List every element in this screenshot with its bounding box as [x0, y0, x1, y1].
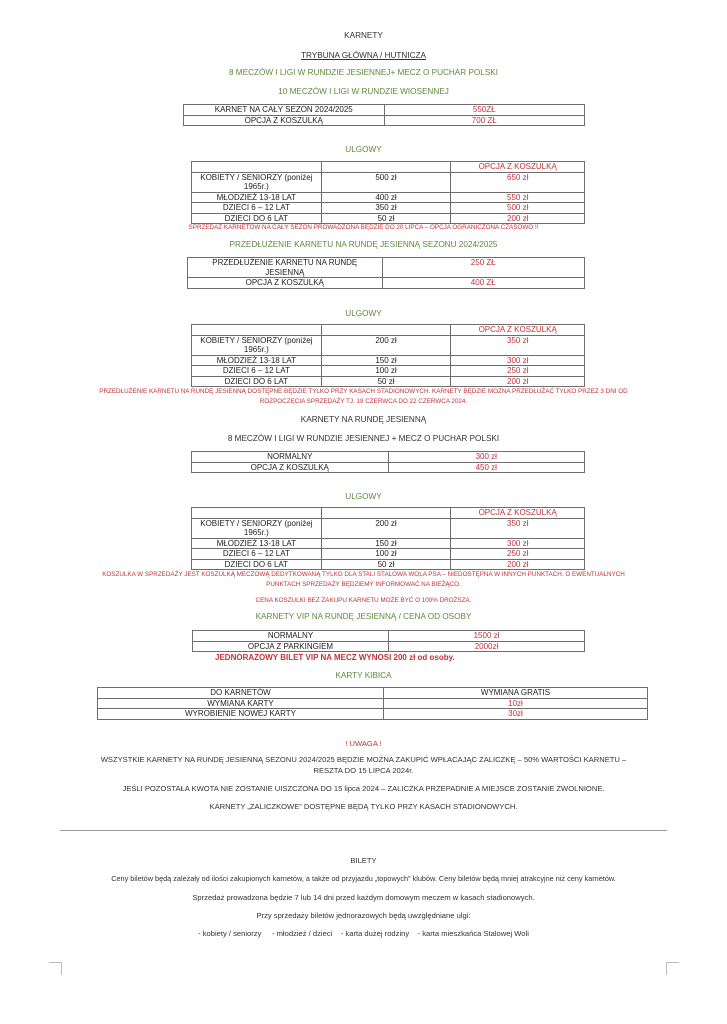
row-price: 50 zł: [321, 559, 451, 570]
table-row: [192, 452, 585, 463]
season-pass-table: [183, 104, 585, 126]
row-label: NORMALNY: [192, 452, 389, 463]
row-price: 30zł: [384, 709, 648, 720]
row-price: 50 zł: [321, 376, 451, 387]
row-label: OPCJA Z KOSZULKĄ: [188, 278, 383, 289]
row-label: NORMALNY: [193, 631, 389, 642]
row-shirt-price: 200 zł: [451, 376, 585, 387]
row-price: 400 zł: [321, 192, 451, 203]
column-header-shirt: OPCJA Z KOSZULKĄ: [451, 508, 585, 519]
extension-note-line1: PRZEDŁUŻENIE KARNETU NA RUNDĘ JESIENNĄ DOSTĘPNE BĘDZIE TYLKO PRZY KASACH STADIONOWYCH. KARNETY BĘDZIE MOŻNA PRZEDŁUŻAĆ TYLKO PRZEZ 3 DNI OD: [99, 388, 628, 395]
row-price: 300 zł: [388, 452, 585, 463]
row-shirt-price: 200 zł: [451, 213, 585, 224]
table-row: [192, 538, 585, 549]
warning-title: ! UWAGA !: [345, 739, 382, 748]
shirt-note-line2: PUNKTACH SPRZEDAŻY BĘDZIEMY INFORMOWAĆ NA BIEŻĄCO.: [266, 581, 461, 588]
table-header-row: [192, 325, 585, 336]
table-row: [192, 376, 585, 387]
row-price: 450 zł: [388, 462, 585, 473]
row-label: KARNET NA CAŁY SEZON 2024/2025: [184, 105, 385, 116]
row-price: 50 zł: [321, 213, 451, 224]
table-row: [192, 462, 585, 473]
row-price: 200 zł: [321, 335, 451, 355]
tickets-discounts: [0, 929, 727, 938]
tickets-line2: Sprzedaż prowadzona będzie 7 lub 14 dni przed każdym domowym meczem w kasach stadionowych.: [192, 893, 535, 902]
section-heading-reduced: ULGOWY: [345, 492, 382, 501]
vip-single-ticket-note: JEDNORAZOWY BILET VIP NA MECZ WYNOSI 200 zł od osoby.: [215, 653, 455, 662]
discount-item: - młodzież / dzieci: [271, 929, 333, 938]
row-price: 2000zł: [389, 641, 585, 652]
table-row: [98, 698, 648, 709]
discount-item: - karta mieszkańca Stalowej Woli: [417, 929, 529, 938]
row-shirt-price: 650 zł: [451, 172, 585, 192]
tickets-line1: Ceny biletów będą zależały od ilości zakupionych karnetów, a także od przyjazdu „topowych” klubów. Ceny biletów będą mniej atrakcyjne niż ceny karnetów.: [111, 874, 616, 883]
table-row: [192, 335, 585, 355]
vip-pass-table: [192, 630, 585, 652]
section-heading-extension: PRZEDŁUŻENIE KARNETU NA RUNDĘ JESIENNĄ SEZONU 2024/2025: [229, 240, 498, 249]
row-price: 200 zł: [321, 518, 451, 538]
table-row: [188, 278, 585, 289]
extension-table: [187, 257, 585, 289]
warning-line2: RESZTA DO 15 LIPCA 2024r.: [313, 766, 414, 775]
table-header-row: [192, 162, 585, 173]
row-price: 350 zł: [321, 203, 451, 214]
table-row: [192, 559, 585, 570]
section-heading-reduced: ULGOWY: [345, 309, 382, 318]
row-price: 550ZŁ: [384, 105, 585, 116]
fan-cards-table: [97, 687, 648, 720]
shirt-price-note: CENA KOSZULKI BEZ ZAKUPU KARNETU MOŻE BYĆ O 100% DROŻSZA.: [255, 597, 472, 604]
row-label: DZIECI DO 6 LAT: [192, 376, 322, 387]
row-label: WYROBIENIE NOWEJ KARTY: [98, 709, 384, 720]
discount-item: - karta dużej rodziny: [340, 929, 410, 938]
warning-line1: WSZYSTKIE KARNETY NA RUNDĘ JESIENNĄ SEZONU 2024/2025 BĘDZIE MOŻNA ZAKUPIĆ WPŁACAJĄC ZALICZKĘ – 50% WARTOŚCI KARNETU –: [100, 755, 627, 764]
section-heading-autumn: KARNETY NA RUNDĘ JESIENNĄ: [300, 415, 427, 424]
page-title: KARNETY: [344, 31, 383, 40]
row-label: MŁODZIEŻ 13-18 LAT: [192, 538, 322, 549]
table-row: [192, 172, 585, 192]
warning-line4: KARNETY „ZALICZKOWE” DOSTĘPNE BĘDĄ TYLKO PRZY KASACH STADIONOWYCH.: [209, 802, 518, 811]
table-row: [192, 203, 585, 214]
row-shirt-price: 300 zł: [451, 355, 585, 366]
row-label: OPCJA Z KOSZULKĄ: [184, 115, 385, 126]
table-header-row: [192, 508, 585, 519]
stand-subtitle: TRYBUNA GŁÓWNA / HUTNICZA: [301, 51, 426, 60]
autumn-pass-table: [191, 451, 585, 473]
section-heading-reduced: ULGOWY: [345, 145, 382, 154]
table-row: [192, 549, 585, 560]
section-heading-fan-cards: KARTY KIBICA: [335, 671, 392, 680]
tickets-line3: Przy sprzedaży biletów jednorazowych będą uwzględniane ulgi:: [256, 911, 471, 920]
row-label: MŁODZIEŻ 13-18 LAT: [192, 192, 322, 203]
column-header-shirt: OPCJA Z KOSZULKĄ: [451, 325, 585, 336]
row-label: DZIECI DO 6 LAT: [192, 213, 322, 224]
row-shirt-price: 250 zł: [451, 549, 585, 560]
row-label: KOBIETY / SENIORZY (poniżej 1965r.): [192, 172, 322, 192]
row-price: 10zł: [384, 698, 648, 709]
table-row: [192, 192, 585, 203]
row-shirt-price: 350 zł: [451, 335, 585, 355]
page-corner-mark-right: [666, 962, 679, 975]
season-sale-note: SPRZEDAŻ KARNETÓW NA CAŁY SEZON PROWADZONA BĘDZIE DO 20 LIPCA – OPCJA OGRANICZONA CZASOWO !!: [188, 224, 539, 231]
row-label: DZIECI 6 – 12 LAT: [192, 366, 322, 377]
table-row: [193, 631, 585, 642]
row-label: PRZEDŁUŻENIE KARNETU NA RUNDĘ JESIENNĄ: [188, 258, 383, 278]
table-row: [98, 688, 648, 699]
row-label: DZIECI DO 6 LAT: [192, 559, 322, 570]
row-label: KOBIETY / SENIORZY (poniżej 1965r.): [192, 518, 322, 538]
section-divider: [60, 830, 667, 831]
row-shirt-price: 350 zł: [451, 518, 585, 538]
row-label: KOBIETY / SENIORZY (poniżej 1965r.): [192, 335, 322, 355]
autumn-matches-line: 8 MECZÓW I LIGI W RUNDZIE JESIENNEJ+ MECZ O PUCHAR POLSKI: [228, 68, 499, 77]
row-price: 150 zł: [321, 538, 451, 549]
autumn-matches-line: 8 MECZÓW I LIGI W RUNDZIE JESIENNEJ + MECZ O PUCHAR POLSKI: [227, 434, 500, 443]
row-price: 400 ZŁ: [382, 278, 584, 289]
row-price: 1500 zł: [389, 631, 585, 642]
row-price: 500 zł: [321, 172, 451, 192]
row-label: MŁODZIEŻ 13-18 LAT: [192, 355, 322, 366]
extension-reduced-table: [191, 324, 585, 387]
table-row: [192, 366, 585, 377]
table-row: [98, 709, 648, 720]
page-corner-mark-left: [49, 962, 62, 975]
row-price: 150 zł: [321, 355, 451, 366]
row-label: OPCJA Z PARKINGIEM: [193, 641, 389, 652]
row-shirt-price: 300 zł: [451, 538, 585, 549]
row-price: WYMIANA GRATIS: [384, 688, 648, 699]
row-label: DO KARNETÓW: [98, 688, 384, 699]
row-price: 100 zł: [321, 549, 451, 560]
row-price: 100 zł: [321, 366, 451, 377]
autumn-reduced-table: [191, 507, 585, 570]
column-header-shirt: OPCJA Z KOSZULKĄ: [451, 162, 585, 173]
extension-note-line2: ROZPOCZĘCIA SPRZEDAŻY TJ. 19 CZERWCA DO 22 CZERWCA 2024.: [259, 398, 468, 405]
row-shirt-price: 550 zł: [451, 192, 585, 203]
row-label: DZIECI 6 – 12 LAT: [192, 203, 322, 214]
table-row: [192, 213, 585, 224]
row-shirt-price: 500 zł: [451, 203, 585, 214]
table-row: [188, 258, 585, 278]
table-row: [192, 518, 585, 538]
table-row: [192, 355, 585, 366]
tickets-title: BILETY: [350, 856, 377, 865]
row-shirt-price: 250 zł: [451, 366, 585, 377]
table-row: [184, 105, 585, 116]
warning-line3: JEŚLI POZOSTAŁA KWOTA NIE ZOSTANIE UISZCZONA DO 15 lipca 2024 – ZALICZKA PRZEPADNIE A MIEJSCE ZOSTANIE ZWOLNIONE.: [122, 784, 605, 793]
shirt-note-line1: KOSZULKA W SPRZEDAŻY JEST KOSZULKĄ MECZOWĄ DEDYTKOWANĄ TYLKO DLA STALI STALOWA WOLA PSA – NIEDOSTĘPNA W INNYCH PUNKTACH. O EWENTUALNYCH: [102, 571, 625, 578]
season-reduced-table: [191, 161, 585, 224]
row-label: OPCJA Z KOSZULKĄ: [192, 462, 389, 473]
row-label: DZIECI 6 – 12 LAT: [192, 549, 322, 560]
row-price: 250 ZŁ: [382, 258, 584, 278]
table-row: [193, 641, 585, 652]
row-label: WYMIANA KARTY: [98, 698, 384, 709]
row-shirt-price: 200 zł: [451, 559, 585, 570]
section-heading-vip: KARNETY VIP NA RUNDĘ JESIENNĄ / CENA OD OSOBY: [255, 612, 472, 621]
spring-matches-line: 10 MECZÓW I LIGI W RUNDZIE WIOSENNEJ: [278, 87, 449, 96]
row-price: 700 ZŁ: [384, 115, 585, 126]
discount-item: - kobiety / seniorzy: [198, 929, 262, 938]
table-row: [184, 115, 585, 126]
